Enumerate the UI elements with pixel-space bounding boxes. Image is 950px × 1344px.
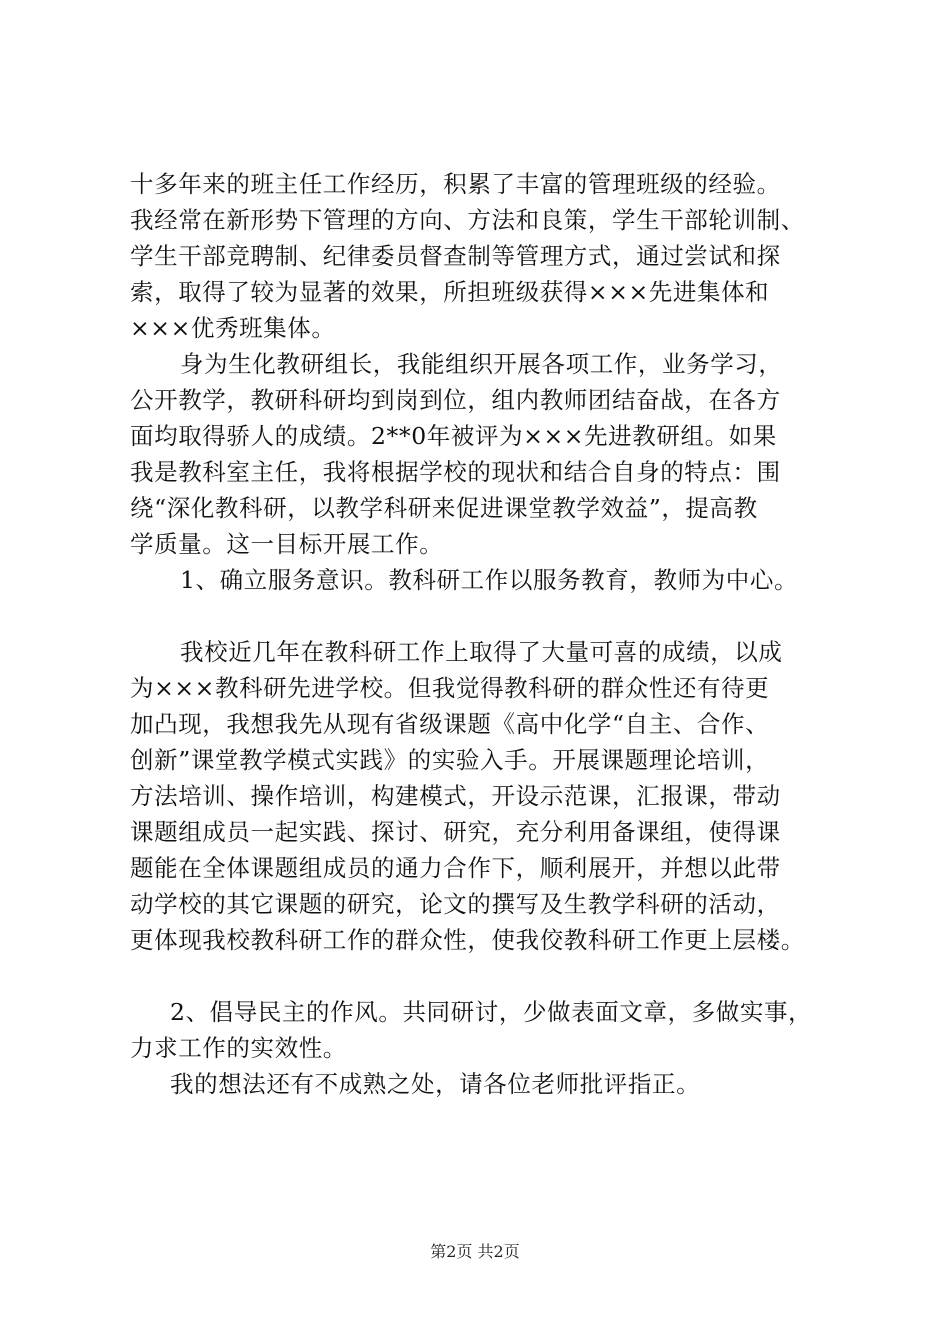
section-heading-2: 2、倡导民主的作风。共同研讨，少做表面文章，多做实事， (170, 998, 813, 1026)
text-line: 学质量。这一目标开展工作。 (130, 530, 444, 558)
text-line: 创新”课堂教学模式实践》的实验入手。开展课题理论培训， (130, 746, 770, 774)
paragraph-start: 我校近几年在教科研工作上取得了大量可喜的成绩，以成 (180, 638, 783, 666)
text-line: 加凸现，我想我先从现有省级课题《高中化学“自主、合作、 (130, 710, 770, 738)
text-line: ×××优秀班集体。 (130, 314, 336, 342)
text-line: 方法培训、操作培训，构建模式，开设示范课，汇报课，带动 (130, 782, 781, 810)
text-line: 我经常在新形势下管理的方向、方法和良策，学生干部轮训制、 (130, 206, 805, 234)
text-line: 绕“深化教科研，以教学科研来促进课堂教学效益”，提高教 (130, 494, 758, 522)
section-heading-1: 1、确立服务意识。教科研工作以服务教育，教师为中心。 (180, 566, 799, 594)
text-line: 公开教学，教研科研均到岗到位，组内教师团结奋战，在各方 (130, 386, 781, 414)
text-line: 力求工作的实效性。 (130, 1034, 347, 1062)
text-line: 我是教科室主任，我将根据学校的现状和结合自身的特点：围 (130, 458, 781, 486)
paragraph-gap (130, 958, 850, 994)
text-line: 面均取得骄人的成绩。2**0年被评为×××先进教研组。如果 (130, 422, 777, 450)
page-number: 第2页 共2页 (430, 1242, 520, 1261)
closing-line: 我的想法还有不成熟之处，请各位老师批评指正。 (170, 1070, 701, 1098)
document-body (130, 166, 850, 1102)
paragraph-gap (130, 598, 850, 634)
text-line: 更体现我校教科研工作的群众性，使我佼教科研工作更上层楼。 (130, 926, 805, 954)
paragraph-start: 身为生化教研组长，我能组织开展各项工作，业务学习， (180, 350, 783, 378)
text-line: 为×××教科研先进学校。但我觉得教科研的群众性还有待更 (130, 674, 770, 702)
text-line: 动学校的其它课题的研究，论文的撰写及生教学科研的活动， (130, 890, 781, 918)
text-line: 十多年来的班主任工作经历，积累了丰富的管理班级的经验。 (130, 170, 781, 198)
text-line: 题能在全体课题组成员的通力合作下，顺利展开，并想以此带 (130, 854, 781, 882)
text-line: 索，取得了较为显著的效果，所担班级获得×××先进集体和 (130, 278, 770, 306)
text-line: 学生干部竞聘制、纪律委员督查制等管理方式，通过尝试和探 (130, 242, 781, 270)
text-line: 课题组成员一起实践、探讨、研究，充分利用备课组，使得课 (130, 818, 781, 846)
